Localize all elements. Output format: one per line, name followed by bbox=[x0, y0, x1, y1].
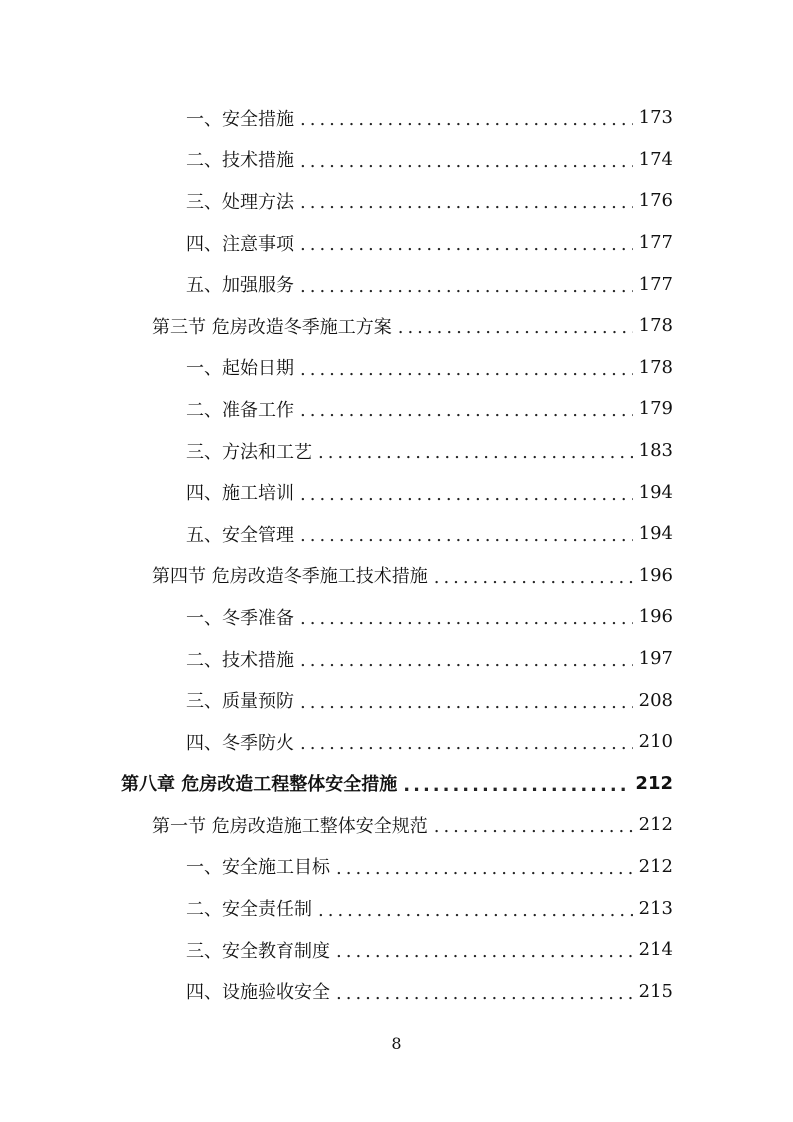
toc-leader-dots bbox=[398, 317, 633, 338]
toc-section-entry[interactable] bbox=[0, 305, 793, 347]
toc-entry-page: 208 bbox=[638, 689, 673, 711]
toc-leader-dots bbox=[403, 775, 629, 796]
toc-entry[interactable] bbox=[0, 347, 793, 389]
toc-entry-title: 四、施工培训 bbox=[186, 483, 294, 505]
toc-entry-title: 一、安全措施 bbox=[186, 108, 294, 130]
toc-entry-page: 183 bbox=[638, 440, 673, 462]
toc-entry[interactable] bbox=[0, 970, 793, 1012]
toc-entry[interactable] bbox=[0, 846, 793, 888]
toc-leader-dots bbox=[300, 692, 633, 713]
toc-leader-dots bbox=[434, 816, 633, 837]
toc-entry[interactable] bbox=[0, 139, 793, 181]
toc-entry-page: 176 bbox=[638, 190, 673, 212]
toc-leader-dots bbox=[300, 400, 633, 421]
toc-entry-page: 174 bbox=[638, 148, 673, 170]
toc-entry[interactable] bbox=[0, 638, 793, 680]
toc-entry-title: 五、安全管理 bbox=[186, 524, 294, 546]
toc-entry-page: 214 bbox=[638, 939, 673, 961]
toc-entry-title: 三、处理方法 bbox=[186, 191, 294, 213]
toc-leader-dots bbox=[318, 442, 633, 463]
toc-leader-dots bbox=[318, 900, 633, 921]
toc-entry[interactable] bbox=[0, 263, 793, 305]
toc-entry-page: 197 bbox=[638, 648, 673, 670]
toc-entry[interactable] bbox=[0, 513, 793, 555]
toc-leader-dots bbox=[300, 276, 633, 297]
toc-leader-dots bbox=[300, 234, 633, 255]
toc-entry[interactable] bbox=[0, 97, 793, 139]
toc-entry[interactable] bbox=[0, 388, 793, 430]
toc-leader-dots bbox=[300, 608, 633, 629]
toc-entry-title: 二、技术措施 bbox=[186, 150, 294, 172]
toc-entry[interactable] bbox=[0, 929, 793, 971]
toc-entry[interactable] bbox=[0, 471, 793, 513]
toc-entry-title: 二、技术措施 bbox=[186, 649, 294, 671]
toc-section-entry[interactable] bbox=[0, 804, 793, 846]
toc-entry-page: 177 bbox=[638, 273, 673, 295]
table-of-contents bbox=[0, 97, 793, 1012]
toc-leader-dots bbox=[300, 484, 633, 505]
toc-entry-title: 四、冬季防火 bbox=[186, 732, 294, 754]
toc-leader-dots bbox=[300, 151, 633, 172]
toc-entry-page: 196 bbox=[638, 606, 673, 628]
toc-entry-page: 179 bbox=[638, 398, 673, 420]
toc-entry[interactable] bbox=[0, 430, 793, 472]
toc-section-entry[interactable] bbox=[0, 555, 793, 597]
toc-entry-title: 二、准备工作 bbox=[186, 399, 294, 421]
page-number: 8 bbox=[391, 1034, 402, 1053]
toc-leader-dots bbox=[300, 359, 633, 380]
toc-leader-dots bbox=[300, 525, 633, 546]
toc-entry-title: 三、安全教育制度 bbox=[186, 940, 330, 962]
toc-entry-page: 173 bbox=[638, 107, 673, 129]
toc-entry-title: 一、冬季准备 bbox=[186, 607, 294, 629]
toc-entry[interactable] bbox=[0, 222, 793, 264]
toc-entry-page: 213 bbox=[638, 897, 673, 919]
toc-leader-dots bbox=[336, 941, 633, 962]
toc-entry[interactable] bbox=[0, 180, 793, 222]
toc-entry[interactable] bbox=[0, 721, 793, 763]
toc-entry-title: 三、质量预防 bbox=[186, 691, 294, 713]
toc-entry-page: 210 bbox=[638, 731, 673, 753]
toc-chapter-entry[interactable] bbox=[0, 763, 793, 805]
toc-leader-dots bbox=[300, 192, 633, 213]
toc-entry-page: 194 bbox=[638, 523, 673, 545]
toc-entry[interactable] bbox=[0, 887, 793, 929]
toc-entry-page: 178 bbox=[638, 356, 673, 378]
toc-leader-dots bbox=[434, 567, 633, 588]
toc-entry-title: 三、方法和工艺 bbox=[186, 441, 312, 463]
toc-leader-dots bbox=[300, 109, 633, 130]
toc-entry[interactable] bbox=[0, 596, 793, 638]
toc-entry[interactable] bbox=[0, 679, 793, 721]
toc-entry-page: 178 bbox=[638, 315, 673, 337]
toc-entry-title: 四、注意事项 bbox=[186, 233, 294, 255]
toc-entry-title: 一、安全施工目标 bbox=[186, 857, 330, 879]
toc-entry-page: 212 bbox=[638, 855, 673, 877]
toc-entry-title: 五、加强服务 bbox=[186, 275, 294, 297]
toc-entry-page: 212 bbox=[635, 772, 673, 794]
toc-entry-page: 215 bbox=[638, 980, 673, 1002]
toc-leader-dots bbox=[336, 983, 633, 1004]
toc-leader-dots bbox=[336, 858, 633, 879]
toc-entry-title: 一、起始日期 bbox=[186, 358, 294, 380]
toc-entry-page: 212 bbox=[638, 814, 673, 836]
toc-leader-dots bbox=[300, 650, 633, 671]
toc-entry-title: 第一节 危房改造施工整体安全规范 bbox=[152, 815, 428, 837]
toc-entry-title: 四、设施验收安全 bbox=[186, 982, 330, 1004]
toc-entry-page: 194 bbox=[638, 481, 673, 503]
toc-entry-page: 196 bbox=[638, 564, 673, 586]
toc-entry-title: 二、安全责任制 bbox=[186, 899, 312, 921]
toc-entry-title: 第八章 危房改造工程整体安全措施 bbox=[121, 774, 398, 796]
toc-entry-page: 177 bbox=[638, 232, 673, 254]
toc-entry-title: 第四节 危房改造冬季施工技术措施 bbox=[152, 566, 428, 588]
toc-leader-dots bbox=[300, 733, 633, 754]
toc-entry-title: 第三节 危房改造冬季施工方案 bbox=[152, 316, 392, 338]
